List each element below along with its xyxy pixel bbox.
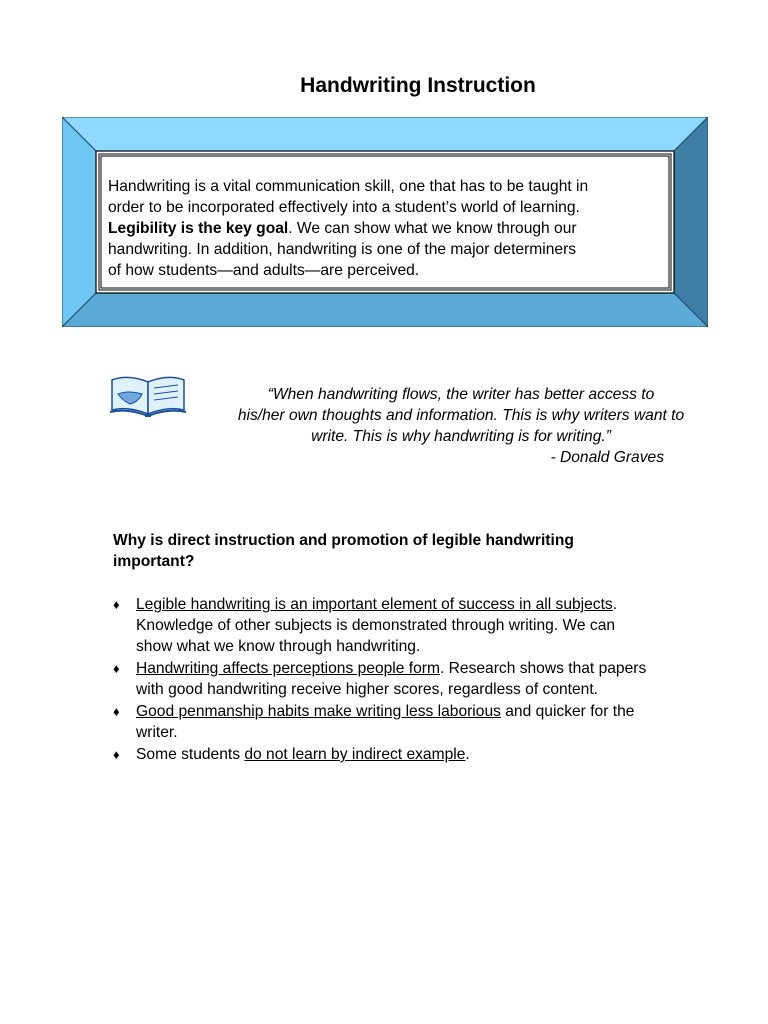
list-item [113, 594, 723, 657]
list-item-line-3: show what we know through handwriting. [136, 638, 421, 655]
list-item-line-2: with good handwriting receive higher scores, regardless of content. [136, 681, 599, 698]
list-item-rest: . [612, 596, 618, 613]
list-item-emphasis: Legible handwriting is an important element of success in all subjects [136, 596, 613, 613]
list-item-emphasis: Handwriting affects perceptions people form [136, 660, 440, 677]
quote-line-2: his/her own thoughts and information. This is why writers want to [237, 407, 685, 424]
list-item-line-1 [136, 594, 723, 615]
diamond-bullet-icon: ♦ [113, 747, 120, 762]
diamond-bullet-icon: ♦ [113, 597, 120, 612]
section-question [113, 530, 673, 572]
frame-right-bevel [674, 117, 708, 327]
intro-text [108, 176, 648, 281]
intro-line-2: order to be incorporated effectively into a student’s world of learning. [108, 199, 580, 216]
list-item-rest: . Research shows that papers [439, 660, 647, 677]
diamond-bullet-icon: ♦ [113, 704, 120, 719]
question-line-1: Why is direct instruction and promotion of legible handwriting [113, 532, 574, 549]
intro-line-4: handwriting. In addition, handwriting is one of the major determiners [108, 241, 577, 258]
list-item-line-2: writer. [136, 724, 178, 741]
quote [202, 384, 720, 447]
list-item-rest: and quicker for the [500, 703, 635, 720]
diamond-bullet-icon: ♦ [113, 661, 120, 676]
list-item [113, 744, 723, 765]
page-title: Handwriting Instruction [300, 74, 536, 97]
list-item-rest: . [465, 746, 470, 763]
list-item-line-1 [136, 658, 723, 679]
frame-top-bevel [62, 117, 708, 151]
quote-author: - Donald Graves [550, 449, 664, 466]
frame-left-bevel [62, 117, 96, 327]
intro-line-1: Handwriting is a vital communication skill, one that has to be taught in [108, 178, 589, 195]
list-item-line-1 [136, 744, 723, 765]
list-item-emphasis: do not learn by indirect example [244, 746, 466, 763]
list-item-line-2: Knowledge of other subjects is demonstrated through writing. We can [136, 617, 616, 634]
list-item [113, 701, 723, 743]
list-item-emphasis: Good penmanship habits make writing less laborious [136, 703, 501, 720]
quote-line-1: “When handwriting flows, the writer has better access to [267, 386, 655, 403]
quote-line-3: write. This is why handwriting is for writing.” [311, 428, 611, 445]
question-line-2: important? [113, 553, 195, 570]
intro-line-3 [108, 218, 648, 239]
intro-key-goal: Legibility is the key goal [108, 220, 289, 237]
frame-bottom-bevel [62, 293, 708, 327]
open-book-icon [108, 372, 188, 418]
list-item-prefix: Some students [136, 746, 245, 763]
intro-line-3-rest: . We can show what we know through our [288, 220, 577, 237]
list-item [113, 658, 723, 700]
reasons-list [113, 594, 723, 766]
list-item-line-1 [136, 701, 723, 722]
intro-line-5: of how students—and adults—are perceived. [108, 262, 420, 279]
